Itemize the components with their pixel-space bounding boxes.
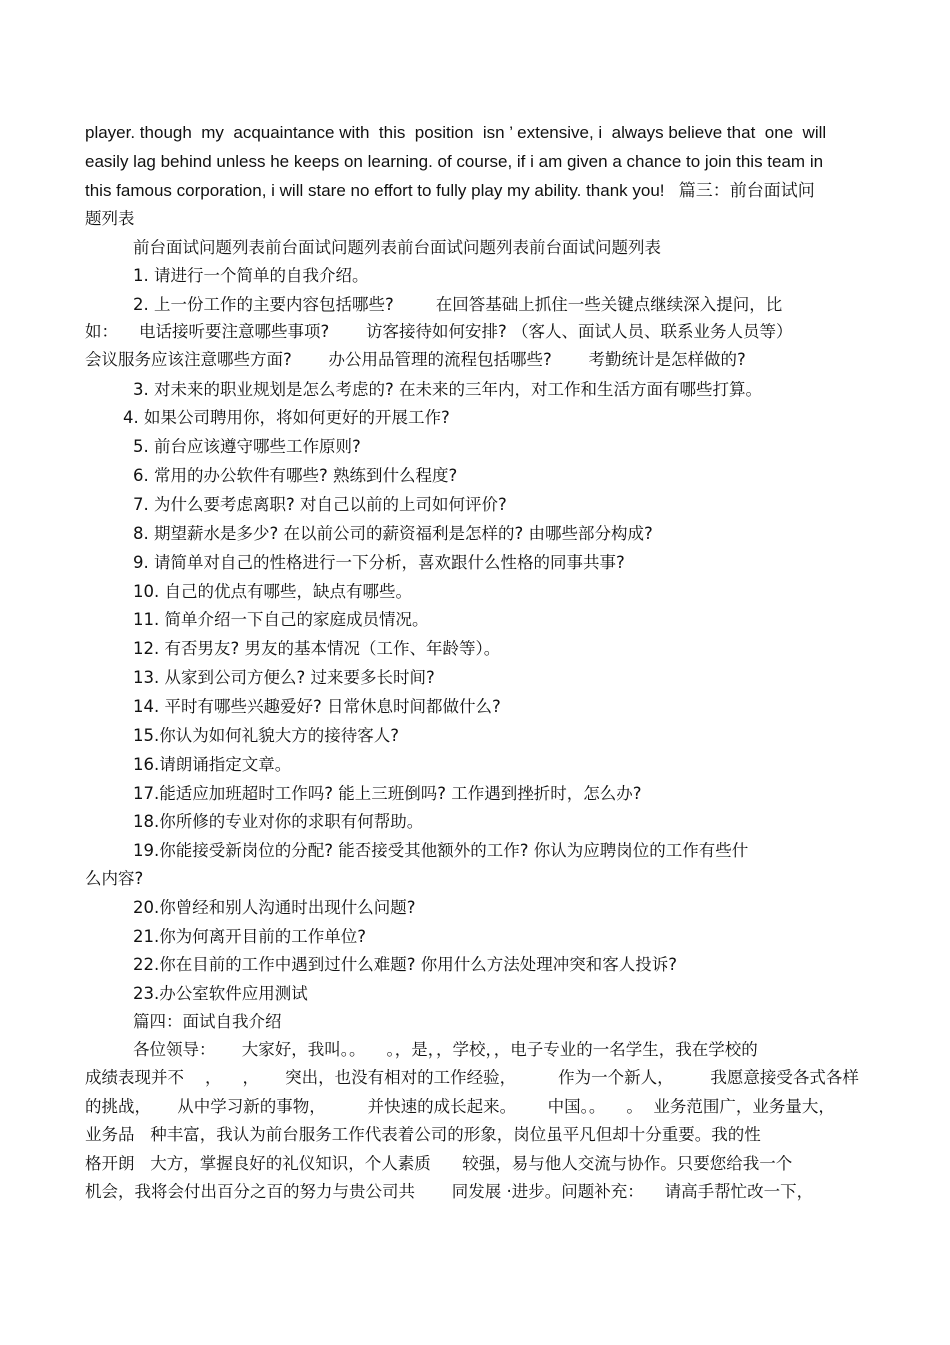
paragraph-line: 成绩表现并不 ， ， 突出，也没有相对的工作经验， 作为一个新人， 我愿意接受各式各样 <box>85 1068 859 1087</box>
text-line: player. though my acquaintance with this position isn ’ extensive, i always believe that one will <box>85 123 827 142</box>
section-heading-line: 篇四：面试自我介绍 <box>133 1012 282 1031</box>
text-line: 么内容? <box>85 869 144 888</box>
paragraph-line: 的挑战， 从中学习新的事物， 并快速的成长起来。 中国。。 。 业务范围广，业务量大， <box>85 1097 835 1116</box>
section-heading-line: 前台面试问题列表前台面试问题列表前台面试问题列表前台面试问题列表 <box>133 238 661 257</box>
question-item: 10. 自己的优点有哪些，缺点有哪些。 <box>133 582 412 601</box>
question-item: 21.你为何离开目前的工作单位? <box>133 927 366 946</box>
question-item: 16.请朗诵指定文章。 <box>133 755 292 774</box>
question-item: 5. 前台应该遵守哪些工作原则? <box>133 437 361 456</box>
question-item: 18.你所修的专业对你的求职有何帮助。 <box>133 812 424 831</box>
question-item: 22.你在目前的工作中遇到过什么难题? 你用什么方法处理冲突和客人投诉? <box>133 955 678 974</box>
question-item: 7. 为什么要考虑离职? 对自己以前的上司如何评价? <box>133 495 507 514</box>
question-item: 20.你曾经和别人沟通时出现什么问题? <box>133 898 416 917</box>
question-item: 17.能适应加班超时工作吗? 能上三班倒吗? 工作遇到挫折时，怎么办? <box>133 784 642 803</box>
question-item: 23.办公室软件应用测试 <box>133 984 308 1003</box>
question-item: 12. 有否男友? 男友的基本情况（工作、年龄等）。 <box>133 639 501 658</box>
question-item: 9. 请简单对自己的性格进行一下分析，喜欢跟什么性格的同事共事? <box>133 553 625 572</box>
question-item: 3. 对未来的职业规划是怎么考虑的? 在未来的三年内，对工作和生活方面有哪些打算。 <box>133 380 762 399</box>
question-item: 11. 简单介绍一下自己的家庭成员情况。 <box>133 610 429 629</box>
question-item: 1. 请进行一个简单的自我介绍。 <box>133 266 369 285</box>
question-item: 6. 常用的办公软件有哪些? 熟练到什么程度? <box>133 466 458 485</box>
question-item: 4. 如果公司聘用你，将如何更好的开展工作? <box>123 408 450 427</box>
question-item: 2. 上一份工作的主要内容包括哪些? 在回答基础上抓住一些关键点继续深入提问，比 <box>133 295 783 314</box>
question-item: 19.你能接受新岗位的分配? 能否接受其他额外的工作? 你认为应聘岗位的工作有些什 <box>133 841 749 860</box>
question-item: 14. 平时有哪些兴趣爱好? 日常休息时间都做什么? <box>133 697 501 716</box>
question-item: 15.你认为如何礼貌大方的接待客人? <box>133 726 399 745</box>
text-line: 题列表 <box>85 209 135 228</box>
paragraph-line: 格开朗 大方，掌握良好的礼仪知识，个人素质 较强，易与他人交流与协作。只要您给我一个 <box>85 1154 793 1173</box>
text-line: easily lag behind unless he keeps on learning. of course, if i am given a chance to join this team in <box>85 152 824 171</box>
text-line: this famous corporation, i will stare no effort to fully play my ability. thank you! 篇三：前台面试问 <box>85 181 815 200</box>
question-item: 8. 期望薪水是多少? 在以前公司的薪资福利是怎样的? 由哪些部分构成? <box>133 524 653 543</box>
paragraph-line: 机会，我将会付出百分之百的努力与贵公司共 同发展 ·进步。问题补充： 请高手帮忙改一下， <box>85 1182 814 1201</box>
paragraph-line: 业务品 种丰富，我认为前台服务工作代表着公司的形象，岗位虽平凡但却十分重要。我的性 <box>85 1125 761 1144</box>
paragraph-line: 各位领导： 大家好，我叫。。 。，是，，学校，，电子专业的一名学生，我在学校的 <box>133 1040 758 1059</box>
text-line: 会议服务应该注意哪些方面? 办公用品管理的流程包括哪些? 考勤统计是怎样做的? <box>85 350 746 369</box>
question-item: 13. 从家到公司方便么? 过来要多长时间? <box>133 668 435 687</box>
text-line: 如： 电话接听要注意哪些事项? 访客接待如何安排? （客人、面试人员、联系业务人员等） <box>85 322 793 341</box>
